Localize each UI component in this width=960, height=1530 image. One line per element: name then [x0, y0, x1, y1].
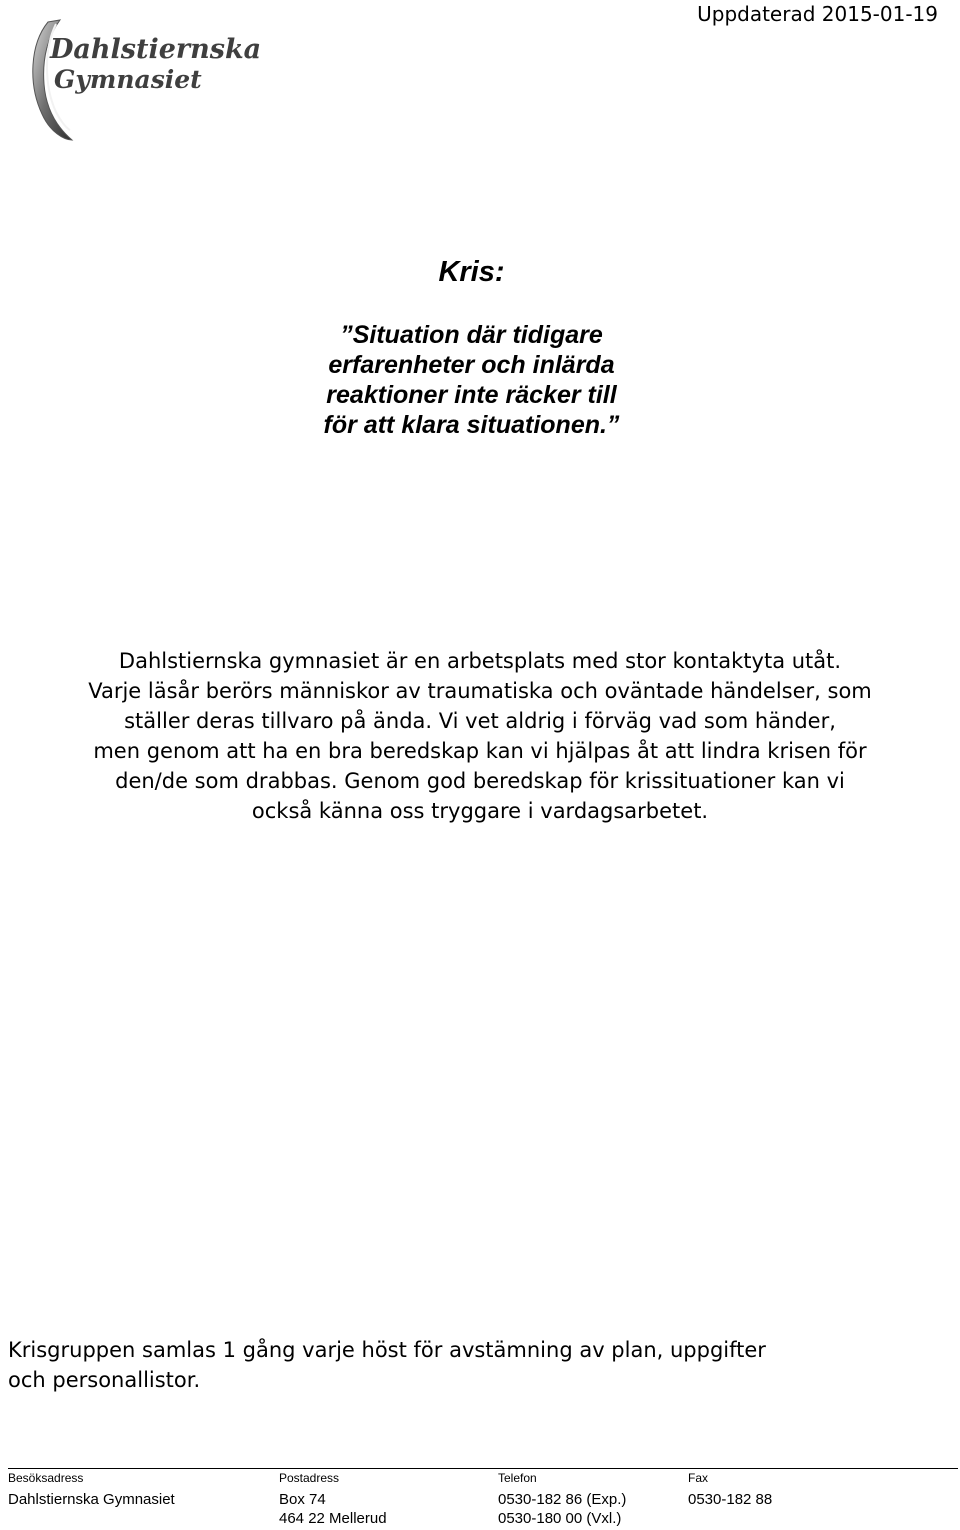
footer-heading: Telefon [498, 1471, 537, 1485]
krisgruppen-line: och personallistor. [8, 1368, 201, 1392]
footer-fax [688, 1471, 772, 1509]
footer-heading: Postadress [279, 1471, 340, 1485]
updated-date: Uppdaterad 2015-01-19 [697, 2, 938, 26]
krisgruppen-line: Krisgruppen samlas 1 gång varje höst för avstämning av plan, uppgifter [8, 1338, 766, 1362]
krisgruppen-paragraph [8, 1335, 766, 1395]
intro-line: men genom att ha en bra beredskap kan vi hjälpas åt att lindra krisen för [93, 739, 867, 763]
footer-phone [498, 1471, 626, 1528]
intro-line: ställer deras tillvaro på ända. Vi vet aldrig i förväg vad som händer, [124, 709, 836, 733]
footer-value: 464 22 Mellerud [279, 1510, 387, 1527]
footer-heading: Besöksadress [8, 1471, 84, 1485]
footer-value: 0530-182 88 [688, 1491, 773, 1508]
definition-line: erfarenheter och inlärda [328, 351, 615, 379]
definition-line: för att klara situationen.” [323, 411, 620, 439]
footer-postal-address [279, 1471, 387, 1528]
logo-line-1: Dahlstiernska [50, 34, 262, 65]
footer-value: 0530-182 86 (Exp.) [498, 1491, 627, 1508]
intro-paragraph [0, 646, 960, 826]
footer-visit-address [8, 1471, 175, 1509]
school-logo [28, 14, 262, 142]
definition-line: reaktioner inte räcker till [326, 381, 617, 409]
footer-heading: Fax [688, 1471, 709, 1485]
definition-line: ”Situation där tidigare [340, 321, 603, 349]
intro-line: Varje läsår berörs människor av traumatiska och oväntade händelser, som [88, 679, 872, 703]
intro-line: Dahlstiernska gymnasiet är en arbetsplats med stor kontaktyta utåt. [118, 649, 842, 673]
logo-swoosh-icon [28, 14, 262, 142]
footer-value: 0530-180 00 (Vxl.) [498, 1510, 622, 1527]
intro-line: den/de som drabbas. Genom god beredskap för krissituationer kan vi [115, 769, 845, 793]
footer-value: Dahlstiernska Gymnasiet [8, 1491, 175, 1508]
kris-definition [0, 320, 943, 440]
footer-value: Box 74 [279, 1491, 326, 1508]
footer-divider [8, 1468, 958, 1469]
footer [8, 1471, 958, 1527]
kris-title: Kris: [438, 256, 505, 288]
logo-line-2: Gymnasiet [54, 65, 202, 94]
intro-line: också känna oss tryggare i vardagsarbetet. [251, 799, 709, 823]
